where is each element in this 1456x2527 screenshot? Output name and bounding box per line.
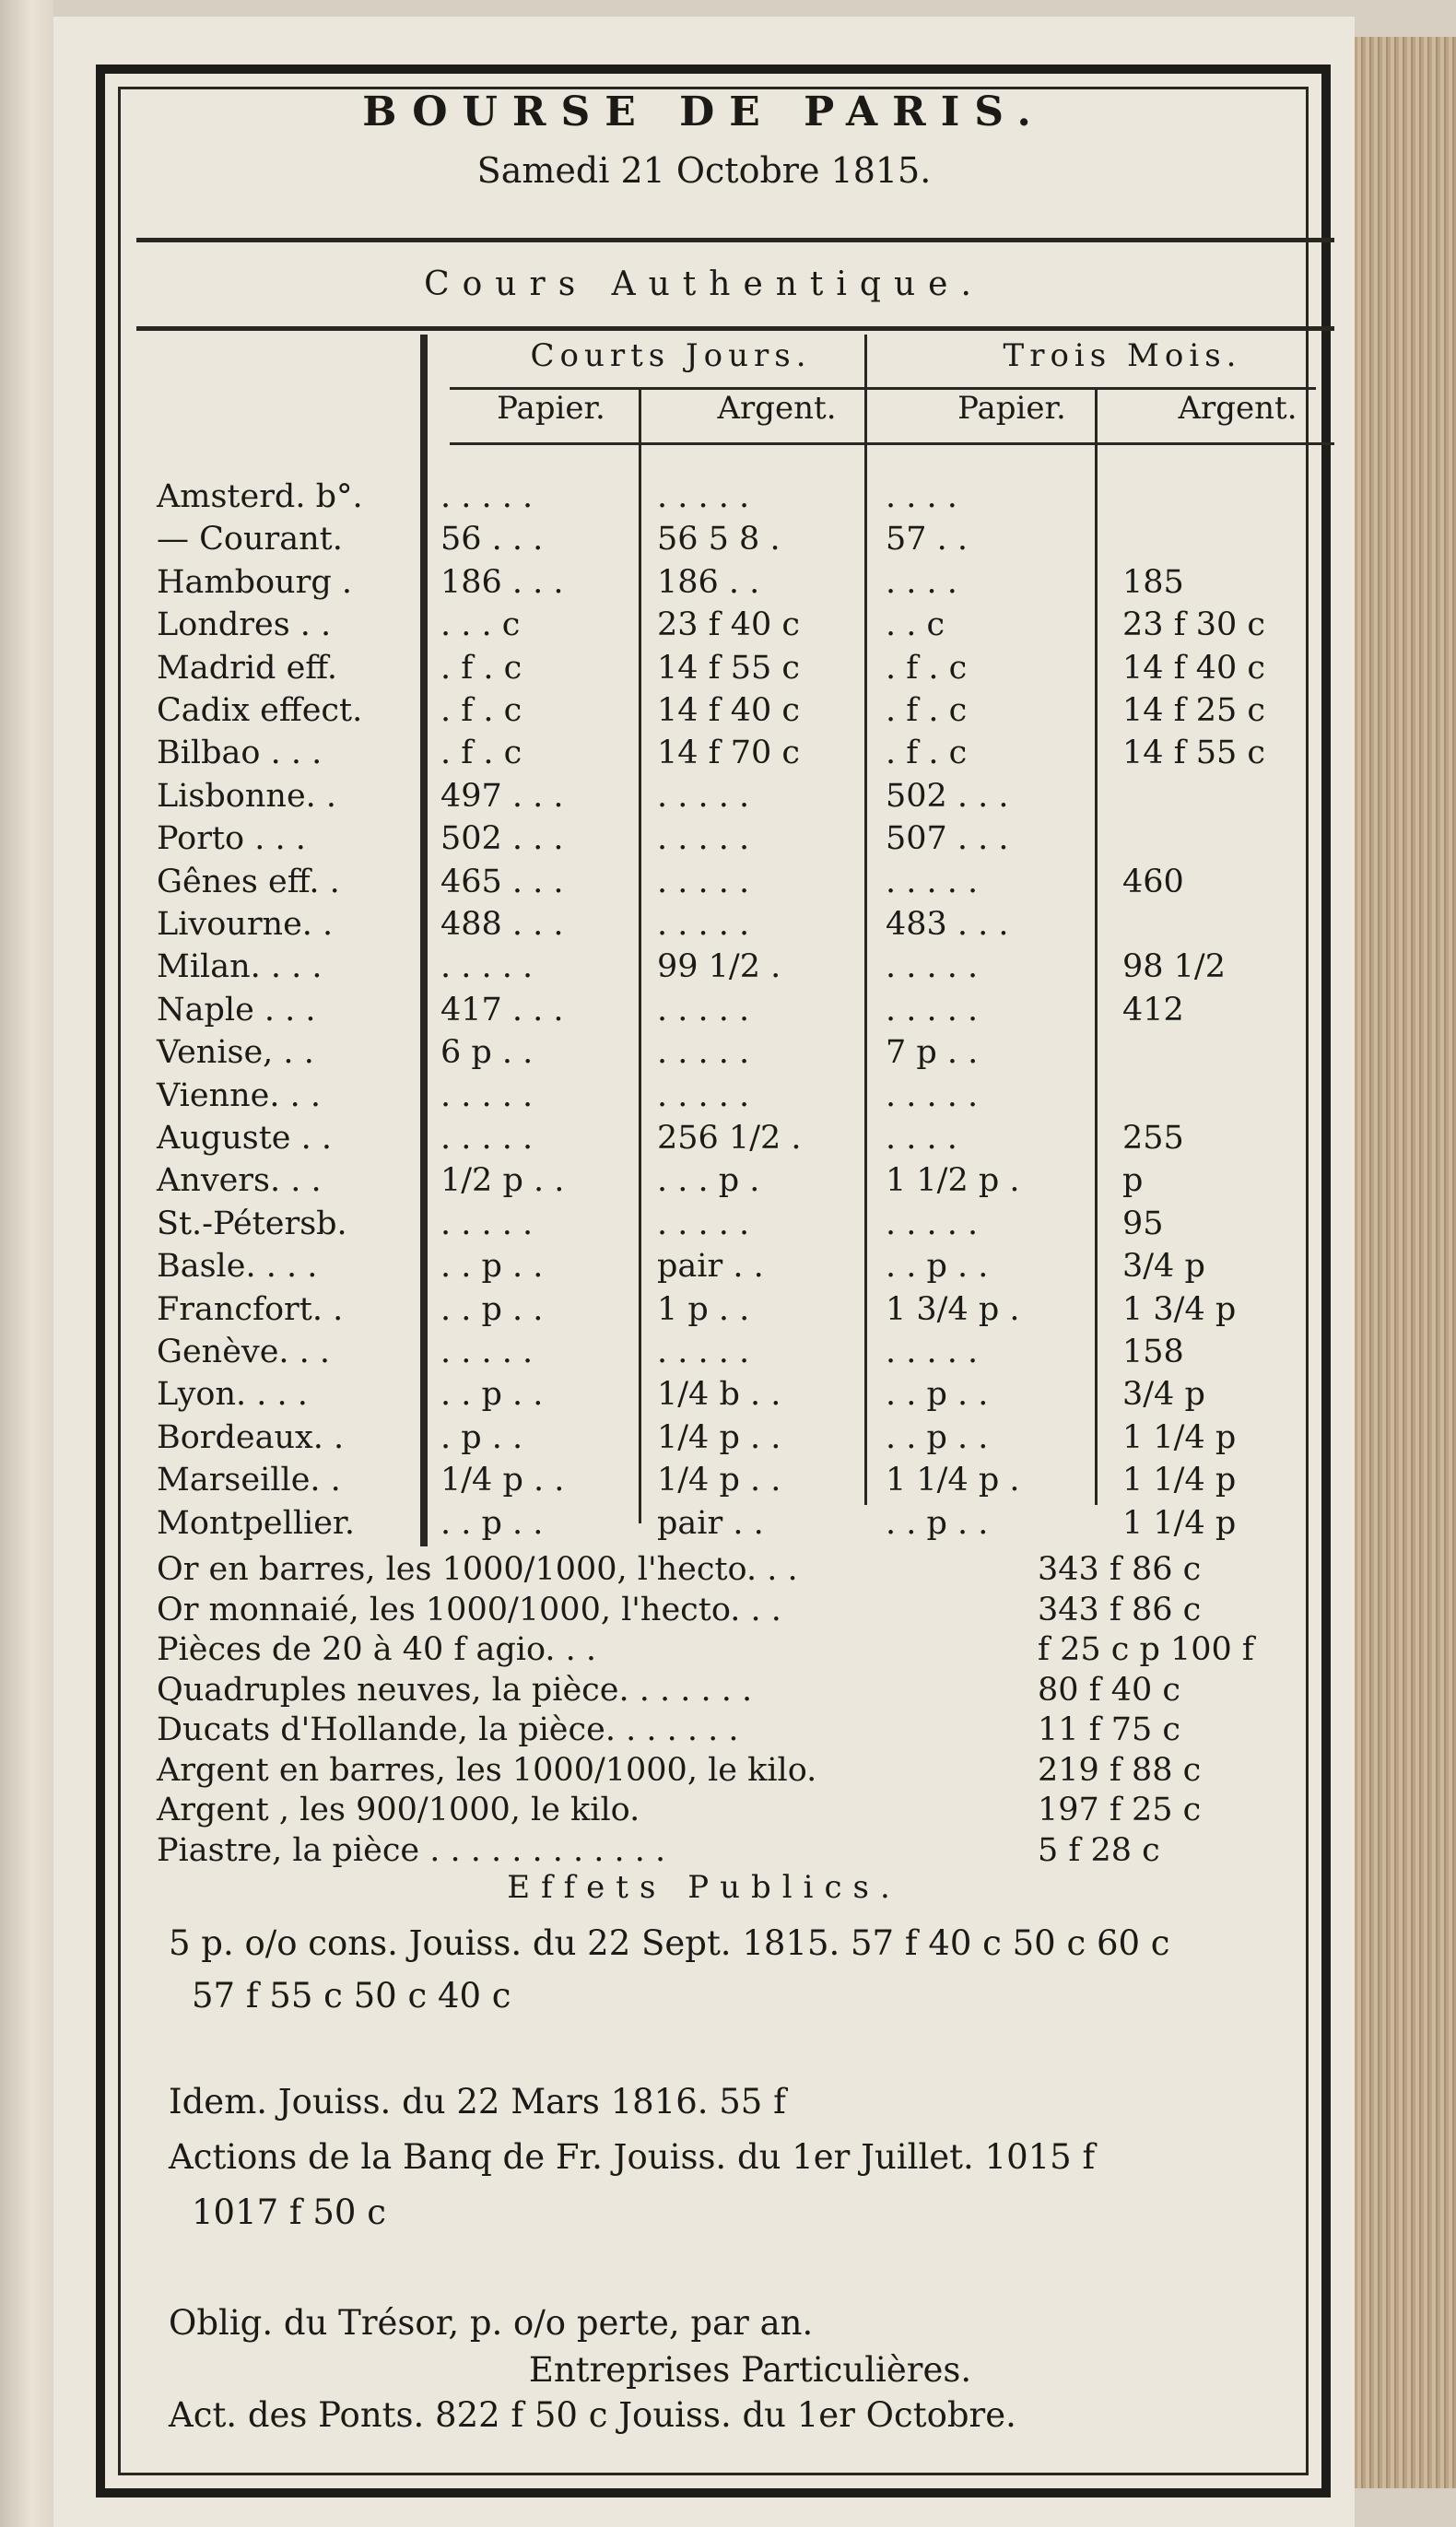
courts-papier-cell: . p . . — [440, 1418, 523, 1456]
effets-line: Act. des Ponts. 822 f 50 c Jouiss. du 1er Octobre. — [169, 2395, 1016, 2435]
courts-papier-cell: . . . . . — [440, 1205, 534, 1242]
courts-papier-cell: . f . c — [440, 692, 523, 729]
place-cell: Bilbao . . . — [157, 735, 323, 772]
table-row — [53, 1075, 1355, 1117]
metal-value: 343 f 86 c — [1038, 1591, 1202, 1628]
courts-argent-cell: 56 5 8 . — [657, 521, 781, 558]
table-row — [53, 1245, 1355, 1287]
metal-label: Argent , les 900/1000, le kilo. — [157, 1792, 640, 1828]
section-title-effets: Effets Publics. — [507, 1869, 901, 1906]
table-row — [53, 518, 1355, 560]
metal-value: 343 f 86 c — [1038, 1551, 1202, 1588]
place-cell: Livourne. . — [157, 906, 334, 943]
metal-label: Or en barres, les 1000/1000, l'hecto. . . — [157, 1551, 798, 1588]
place-cell: Vienne. . . — [157, 1076, 321, 1114]
trois-papier-cell: 1 1/2 p . — [886, 1162, 1020, 1200]
metal-line — [157, 1589, 1299, 1631]
courts-argent-cell: . . . . . — [657, 1034, 750, 1072]
metal-value: 80 f 40 c — [1038, 1671, 1181, 1709]
metal-line — [157, 1628, 1299, 1671]
trois-argent-cell: 3/4 p — [1122, 1376, 1205, 1414]
metal-line — [157, 1789, 1299, 1831]
metal-label: Argent en barres, les 1000/1000, le kilo. — [157, 1751, 817, 1789]
courts-argent-cell: . . . . . — [657, 1205, 750, 1242]
trois-argent-cell: 14 f 55 c — [1122, 735, 1266, 772]
courts-papier-cell: 465 . . . — [440, 863, 564, 900]
table-row — [53, 1373, 1355, 1416]
page — [53, 17, 1355, 2527]
trois-papier-cell: 507 . . . — [886, 820, 1009, 858]
courts-argent-cell: . . . . . — [657, 863, 750, 900]
table-row — [53, 989, 1355, 1031]
place-cell: Genève. . . — [157, 1334, 331, 1370]
place-cell: Montpellier. — [157, 1504, 355, 1542]
courts-argent-cell: 14 f 55 c — [657, 649, 801, 687]
courts-papier-cell: . . . . . — [440, 1334, 534, 1370]
courts-argent-cell: . . . p . — [657, 1162, 760, 1200]
trois-papier-cell: . . . . — [886, 563, 957, 601]
trois-papier-cell: . . . . — [886, 1120, 957, 1157]
metal-line — [157, 1829, 1299, 1872]
effets-line: Actions de la Banq de Fr. Jouiss. du 1er Juillet. 1015 f — [169, 2137, 1096, 2177]
courts-papier-cell: . f . c — [440, 649, 523, 687]
metal-line — [157, 1709, 1299, 1751]
metal-label: Ducats d'Hollande, la pièce. . . . . . . — [157, 1711, 739, 1748]
courts-papier-cell: . . p . . — [440, 1376, 544, 1414]
effets-line: 5 p. o/o cons. Jouiss. du 22 Sept. 1815. 57 f 40 c 50 c 60 c — [169, 1923, 1170, 1963]
metal-label: Pièces de 20 à 40 f agio. . . — [157, 1631, 597, 1668]
place-cell: Marseille. . — [157, 1462, 341, 1499]
table-row — [53, 476, 1355, 518]
courts-papier-cell: . . p . . — [440, 1248, 544, 1286]
effets-line: Oblig. du Trésor, p. o/o perte, par an. — [169, 2303, 814, 2343]
place-cell: Venise, . . — [157, 1034, 314, 1072]
trois-papier-cell: . . . . . — [886, 863, 979, 900]
effets-line: 1017 f 50 c — [192, 2192, 386, 2232]
table-row — [53, 1117, 1355, 1159]
trois-papier-cell: . . . . . — [886, 1076, 979, 1114]
table-row — [53, 1203, 1355, 1245]
courts-papier-cell: 1/2 p . . — [440, 1162, 565, 1200]
table-row — [53, 903, 1355, 946]
table-row — [53, 689, 1355, 732]
trois-papier-cell: . f . c — [886, 735, 968, 772]
metal-value: 197 f 25 c — [1038, 1792, 1202, 1828]
courts-argent-cell: . . . . . — [657, 991, 750, 1028]
trois-papier-cell: . . . . . — [886, 948, 979, 986]
place-cell: Cadix effect. — [157, 692, 363, 729]
divider — [136, 238, 1334, 242]
place-cell: Basle. . . . — [157, 1248, 318, 1286]
trois-papier-cell: 1 1/4 p . — [886, 1462, 1020, 1499]
courts-papier-cell: . . . . . — [440, 478, 534, 515]
metal-line — [157, 1669, 1299, 1711]
courts-argent-cell: pair . . — [657, 1504, 764, 1542]
trois-argent-cell: 3/4 p — [1122, 1248, 1205, 1286]
courts-papier-cell: 56 . . . — [440, 521, 544, 558]
trois-papier-cell: . f . c — [886, 649, 968, 687]
courts-argent-cell: . . . . . — [657, 478, 750, 515]
place-cell: Lisbonne. . — [157, 777, 337, 815]
table-row — [53, 647, 1355, 689]
trois-papier-cell: . . p . . — [886, 1248, 989, 1286]
trois-papier-cell: 502 . . . — [886, 777, 1009, 815]
trois-argent-cell: 158 — [1122, 1334, 1184, 1370]
courts-argent-cell: . . . . . — [657, 1076, 750, 1114]
subheader-argent-2: Argent. — [1178, 390, 1297, 427]
page-edges — [1355, 37, 1456, 2488]
subheader-papier-1: Papier. — [497, 390, 605, 427]
courts-papier-cell: . . . . . — [440, 948, 534, 986]
metal-line — [157, 1548, 1299, 1591]
courts-argent-cell: . . . . . — [657, 820, 750, 858]
place-cell: Gênes eff. . — [157, 863, 340, 900]
group-header-trois-mois: Trois Mois. — [1003, 337, 1242, 374]
metal-label: Quadruples neuves, la pièce. . . . . . . — [157, 1671, 753, 1709]
table-row — [53, 817, 1355, 860]
metal-value: 5 f 28 c — [1038, 1831, 1160, 1869]
trois-papier-cell: . f . c — [886, 692, 968, 729]
table-row — [53, 775, 1355, 817]
table-row — [53, 1031, 1355, 1074]
trois-papier-cell: 57 . . — [886, 521, 969, 558]
courts-argent-cell: 186 . . — [657, 563, 760, 601]
table-row — [53, 1288, 1355, 1331]
effets-subtitle: Entreprises Particulières. — [528, 2350, 972, 2390]
table-row — [53, 946, 1355, 988]
metal-label: Or monnaié, les 1000/1000, l'hecto. . . — [157, 1591, 781, 1628]
trois-argent-cell: 1 1/4 p — [1122, 1504, 1237, 1542]
courts-papier-cell: 488 . . . — [440, 906, 564, 943]
courts-papier-cell: . . p . . — [440, 1290, 544, 1328]
place-cell: Auguste . . — [157, 1120, 333, 1157]
courts-argent-cell: . . . . . — [657, 906, 750, 943]
place-cell: Milan. . . . — [157, 948, 323, 986]
courts-papier-cell: . . . . . — [440, 1120, 534, 1157]
courts-argent-cell: 1 p . . — [657, 1290, 750, 1328]
trois-argent-cell: 1 1/4 p — [1122, 1462, 1237, 1499]
table-row — [53, 1502, 1355, 1545]
effets-line: 57 f 55 c 50 c 40 c — [192, 1976, 511, 2016]
trois-argent-cell: 1 3/4 p — [1122, 1290, 1237, 1328]
page-title: BOURSE DE PARIS. — [362, 88, 1046, 135]
courts-papier-cell: 186 . . . — [440, 563, 564, 601]
trois-papier-cell: . . p . . — [886, 1376, 989, 1414]
subheader-papier-2: Papier. — [957, 390, 1066, 427]
courts-papier-cell: . f . c — [440, 735, 523, 772]
table-row — [53, 561, 1355, 604]
place-cell: Amsterd. b°. — [157, 478, 363, 515]
trois-argent-cell: 460 — [1122, 863, 1184, 900]
courts-papier-cell: 6 p . . — [440, 1034, 534, 1072]
place-cell: — Courant. — [157, 521, 343, 558]
courts-papier-cell: . . . c — [440, 606, 521, 644]
table-row — [53, 861, 1355, 903]
courts-argent-cell: 1/4 p . . — [657, 1462, 781, 1499]
courts-argent-cell: pair . . — [657, 1248, 764, 1286]
courts-argent-cell: 14 f 40 c — [657, 692, 801, 729]
table-row — [53, 1416, 1355, 1459]
page-date: Samedi 21 Octobre 1815. — [476, 150, 932, 191]
group-header-courts-jours: Courts Jours. — [530, 337, 812, 374]
courts-argent-cell: 99 1/2 . — [657, 948, 781, 986]
courts-papier-cell: 1/4 p . . — [440, 1462, 565, 1499]
trois-papier-cell: 1 3/4 p . — [886, 1290, 1020, 1328]
trois-argent-cell: 1 1/4 p — [1122, 1418, 1237, 1456]
place-cell: Porto . . . — [157, 820, 306, 858]
trois-papier-cell: . . . . — [886, 478, 957, 515]
courts-argent-cell: 14 f 70 c — [657, 735, 801, 772]
trois-argent-cell: 98 1/2 — [1122, 948, 1226, 986]
courts-papier-cell: . . p . . — [440, 1504, 544, 1542]
courts-papier-cell: 502 . . . — [440, 820, 564, 858]
place-cell: Bordeaux. . — [157, 1418, 345, 1456]
section-title-cours: Cours Authentique. — [424, 265, 984, 303]
place-cell: Lyon. . . . — [157, 1376, 308, 1414]
courts-argent-cell: . . . . . — [657, 777, 750, 815]
courts-argent-cell: . . . . . — [657, 1334, 750, 1370]
table-row — [53, 732, 1355, 774]
place-cell: Naple . . . — [157, 991, 316, 1028]
metal-label: Piastre, la pièce . . . . . . . . . . . . — [157, 1831, 666, 1869]
trois-argent-cell: 412 — [1122, 991, 1184, 1028]
subheader-argent-1: Argent. — [717, 390, 837, 427]
trois-papier-cell: . . p . . — [886, 1418, 989, 1456]
place-cell: Francfort. . — [157, 1290, 344, 1328]
trois-papier-cell: . . . . . — [886, 1205, 979, 1242]
metal-line — [157, 1749, 1299, 1792]
metal-value: 11 f 75 c — [1038, 1711, 1181, 1748]
table-row — [53, 1331, 1355, 1373]
book-spine — [0, 0, 53, 2527]
subheader-underline — [450, 442, 1334, 445]
courts-papier-cell: 497 . . . — [440, 777, 564, 815]
table-row — [53, 604, 1355, 646]
trois-papier-cell: . . . . . — [886, 1334, 979, 1370]
trois-argent-cell: 255 — [1122, 1120, 1184, 1157]
trois-papier-cell: . . p . . — [886, 1504, 989, 1542]
courts-argent-cell: 1/4 b . . — [657, 1376, 781, 1414]
trois-papier-cell: . . . . . — [886, 991, 979, 1028]
trois-argent-cell: 14 f 25 c — [1122, 692, 1266, 729]
place-cell: Anvers. . . — [157, 1162, 322, 1200]
table-row — [53, 1459, 1355, 1501]
place-cell: Londres . . — [157, 606, 332, 644]
trois-argent-cell: 23 f 30 c — [1122, 606, 1266, 644]
trois-papier-cell: 7 p . . — [886, 1034, 979, 1072]
place-cell: Hambourg . — [157, 563, 352, 601]
courts-papier-cell: . . . . . — [440, 1076, 534, 1114]
courts-argent-cell: 256 1/2 . — [657, 1120, 802, 1157]
trois-argent-cell: 95 — [1122, 1205, 1164, 1242]
trois-argent-cell: 185 — [1122, 563, 1184, 601]
metal-value: 219 f 88 c — [1038, 1751, 1202, 1789]
trois-argent-cell: p — [1122, 1162, 1144, 1200]
courts-papier-cell: 417 . . . — [440, 991, 564, 1028]
courts-argent-cell: 1/4 p . . — [657, 1418, 781, 1456]
effets-line: Idem. Jouiss. du 22 Mars 1816. 55 f — [169, 2082, 786, 2122]
trois-argent-cell: 14 f 40 c — [1122, 649, 1266, 687]
trois-papier-cell: 483 . . . — [886, 906, 1009, 943]
trois-papier-cell: . . c — [886, 606, 945, 644]
divider — [136, 326, 1334, 331]
metal-value: f 25 c p 100 f — [1038, 1631, 1254, 1668]
table-row — [53, 1159, 1355, 1202]
place-cell: St.-Pétersb. — [157, 1205, 347, 1242]
place-cell: Madrid eff. — [157, 649, 338, 687]
courts-argent-cell: 23 f 40 c — [657, 606, 801, 644]
